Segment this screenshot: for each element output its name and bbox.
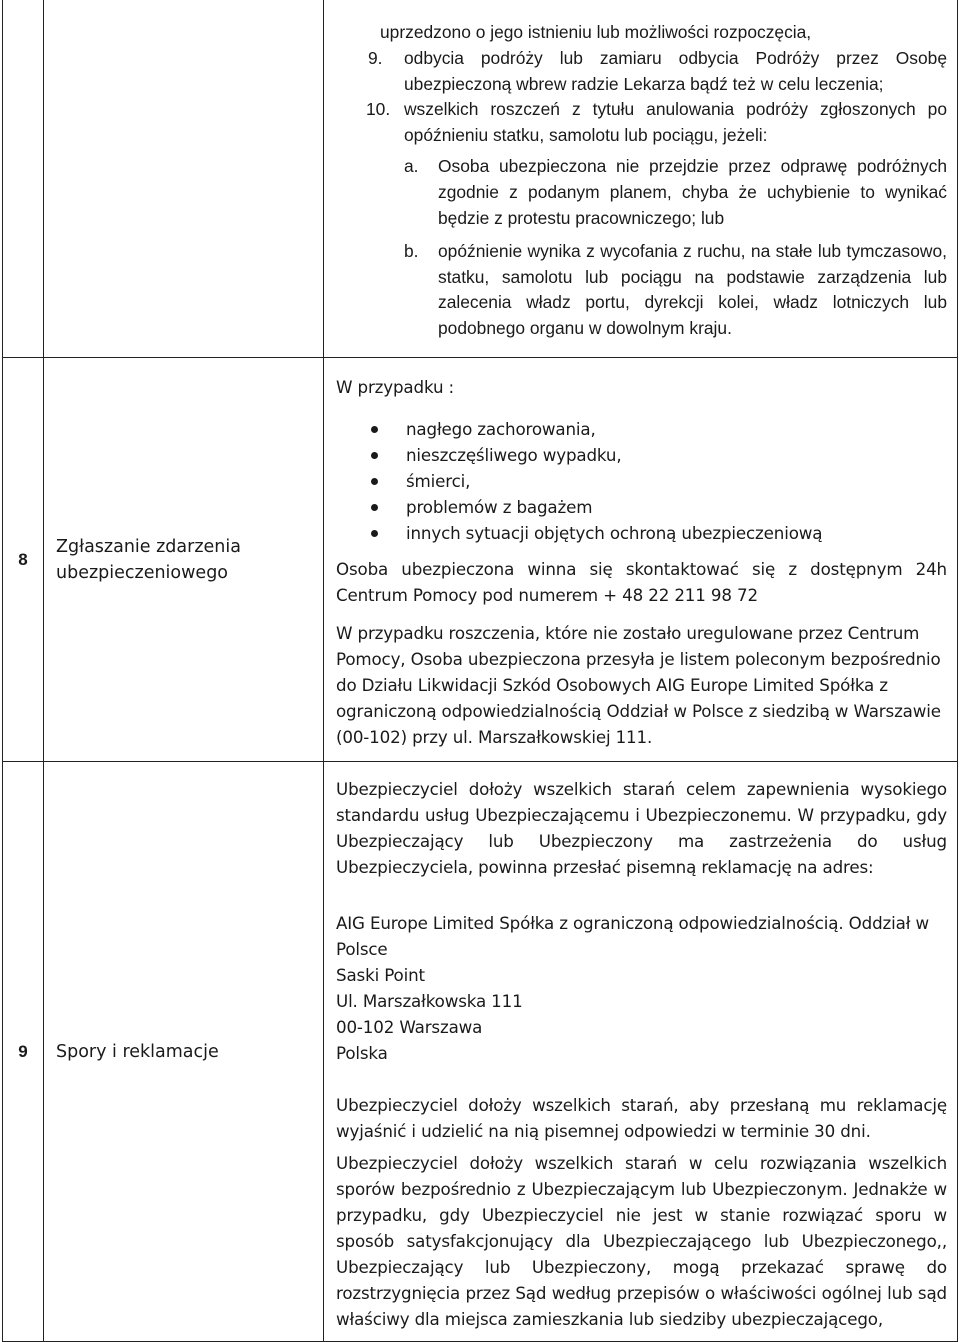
sub-list-marker: a. <box>404 156 419 177</box>
list-item <box>368 97 947 148</box>
list-item-text: odbycia podróży lub zamiaru odbycia Podróży przez Osobę ubezpieczoną wbrew radzie Lekarza bądź też w celu leczenia; <box>404 48 947 94</box>
sub-list-item <box>404 239 947 341</box>
row-title-empty <box>44 0 324 358</box>
bullet-item <box>336 442 947 468</box>
bullet-text: innych sytuacji objętych ochroną ubezpieczeniową <box>406 522 823 543</box>
contact-paragraph: Osoba ubezpieczona winna się skontaktować się z dostępnym 24h Centrum Pomocy pod numerem + 48 22 211 98 72 <box>336 558 947 605</box>
claims-paragraph: W przypadku roszczenia, które nie zostało uregulowane przez Centrum Pomocy, Osoba ubezpieczona przesyła je listem poleconym bezpośrednio do Działu Likwidacji Szkód Osobowych AIG Europe Limited Spółka z ograniczoną odpowiedzialnością Oddział w Polsce z siedzibą w Warszawie (00-102) przy ul. Marszałkowskiej 111. <box>336 622 941 747</box>
section-title: Spory i reklamacje <box>44 762 324 1342</box>
row-number-empty <box>3 0 44 358</box>
address-line: Ul. Marszałkowska 111 <box>336 991 523 1011</box>
bullet-icon <box>371 452 378 459</box>
section-number: 8 <box>3 358 44 762</box>
address-line: Polska <box>336 1043 388 1063</box>
section-8-content <box>324 358 958 762</box>
sub-list-item-text: Osoba ubezpieczona nie przejdzie przez odprawę podróżnych zgodnie z podanym planem, chyba że uchybienie to wynikać będzie z protestu pracowniczego; lub <box>438 156 947 228</box>
list-item <box>368 46 947 97</box>
table-row-section-9 <box>3 762 958 1342</box>
bullet-item <box>336 494 947 520</box>
bullet-icon <box>371 504 378 511</box>
address-line: Saski Point <box>336 965 425 985</box>
bullet-text: nieszczęśliwego wypadku, <box>406 444 622 465</box>
sub-list-item <box>404 154 947 231</box>
bullet-item <box>336 520 947 546</box>
sub-list-marker: b. <box>404 241 419 262</box>
intro-text: W przypadku : <box>336 376 455 397</box>
address-line: 00-102 Warszawa <box>336 1017 483 1037</box>
bullet-icon <box>371 478 378 485</box>
bullet-item <box>336 468 947 494</box>
response-paragraph: Ubezpieczyciel dołoży wszelkich starań, aby przesłaną mu reklamację wyjaśnić i udzielić na nią pisemnej odpowiedzi w terminie 30 dni. <box>336 1095 947 1141</box>
bullet-icon <box>371 426 378 433</box>
sub-list <box>368 154 947 341</box>
list-marker: 10. <box>366 99 391 120</box>
sub-list-item-text: opóźnienie wynika z wycofania z ruchu, na stałe lub tymczasowo, statku, samolotu lub pociągu na podstawie zarządzenia lub zalecenia władz portu, dyrekcji kolei, władz lotniczych lub podobnego organu w dowolnym kraju. <box>438 241 947 338</box>
bullet-list <box>336 416 947 546</box>
continued-line: uprzedzono o jego istnieniu lub możliwości rozpoczęcia, <box>380 22 812 43</box>
complaint-intro-paragraph: Ubezpieczyciel dołoży wszelkich starań celem zapewnienia wysokiego standardu usług Ubezpieczającemu i Ubezpieczonemu. W przypadku, gdy Ubezpieczający lub Ubezpieczony ma zastrzeżenia do usług Ubezpieczyciela, powinna przesłać pisemną reklamację na adres: <box>336 779 947 877</box>
bullet-text: śmierci, <box>406 470 471 491</box>
list-item-text: wszelkich roszczeń z tytułu anulowania podróży zgłoszonych po opóźnieniu statku, samolotu lub pociągu, jeżeli: <box>404 99 947 145</box>
exclusions-content <box>324 0 958 358</box>
exclusions-list <box>368 46 947 342</box>
bullet-icon <box>371 530 378 537</box>
bullet-item <box>336 416 947 442</box>
disputes-paragraph: Ubezpieczyciel dołoży wszelkich starań w celu rozwiązania wszelkich sporów bezpośrednio z Ubezpieczającym lub Ubezpieczonym. Jednakże w przypadku, gdy Ubezpieczyciel nie jest w stanie rozwiązać sporu w sposób satysfakcjonujący dla Ubezpieczającego lub Ubezpieczonego,, Ubezpieczający lub Ubezpieczony, mogą przekazać sprawę do rozstrzygnięcia przez Sąd według przepisów o właściwości ogólnej lub sąd właściwy dla miejsca zamieszkania lub siedziby ubezpieczającego, <box>336 1153 947 1329</box>
table-row-exclusions <box>3 0 958 358</box>
address-block <box>336 910 947 1066</box>
bullet-text: problemów z bagażem <box>406 496 593 517</box>
list-marker: 9. <box>368 48 383 69</box>
section-9-content <box>324 762 958 1342</box>
section-number: 9 <box>3 762 44 1342</box>
table-row-section-8 <box>3 358 958 762</box>
section-title: Zgłaszanie zdarzenia ubezpieczeniowego <box>44 358 324 762</box>
bullet-text: nagłego zachorowania, <box>406 418 596 439</box>
address-line: AIG Europe Limited Spółka z ograniczoną odpowiedzialnością. Oddział w Polsce <box>336 913 929 959</box>
policy-table <box>2 0 958 1342</box>
